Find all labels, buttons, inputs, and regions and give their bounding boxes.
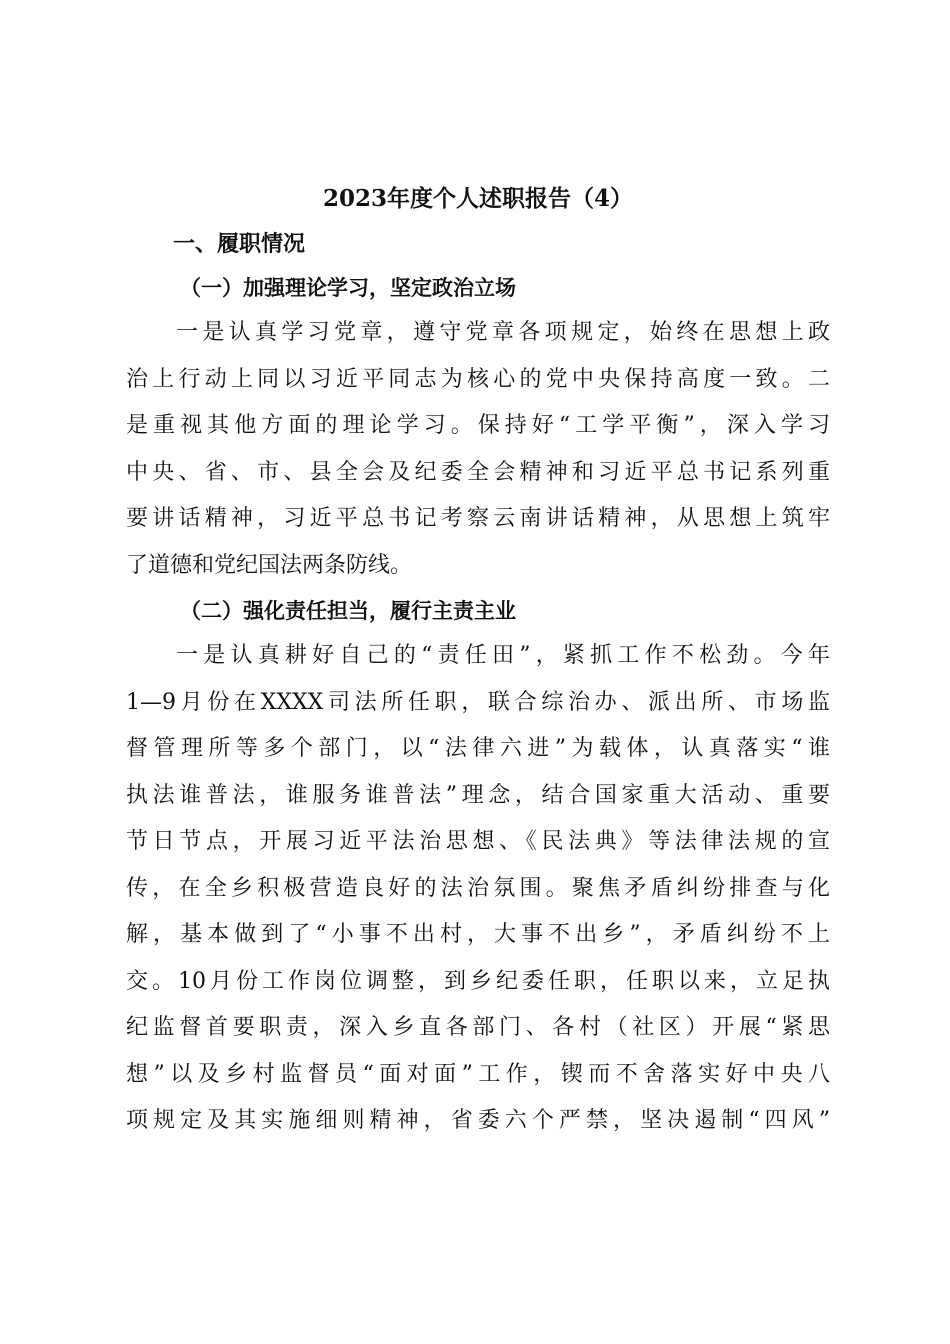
paragraph-line: 纪监督首要职责，深入乡直各部门、各村（社区）开展“紧思 [126, 1015, 830, 1040]
paragraph-line: 1—9月份在XXXX司法所任职，联合综治办、派出所、市场监 [126, 689, 830, 715]
document-title: 2023年度个人述职报告（4） [322, 185, 634, 212]
paragraph-line: 执法谁普法，谁服务谁普法”理念，结合国家重大活动、重要 [126, 782, 830, 808]
paragraph-responsibility [126, 633, 830, 1145]
subsection-heading-theory-study: （一）加强理论学习，坚定政治立场 [180, 275, 516, 300]
paragraph-line: 要讲话精神，习近平总书记考察云南讲话精神，从思想上筑牢 [126, 506, 830, 531]
paragraph-line: 一是认真耕好自己的“责任田”，紧抓工作不松劲。今年 [176, 643, 830, 668]
paragraph-line: 项规定及其实施细则精神，省委六个严禁，坚决遏制“四风” [126, 1108, 830, 1133]
section-heading-performance: 一、履职情况 [173, 231, 306, 257]
subsection-heading-responsibility: （二）强化责任担当，履行主责主业 [180, 598, 516, 623]
paragraph-line: 督管理所等多个部门，以“法律六进”为载体，认真落实“谁 [126, 736, 830, 761]
paragraph-line: 想”以及乡村监督员“面对面”工作，锲而不舍落实好中央八 [126, 1061, 830, 1087]
paragraph-line: 一是认真学习党章，遵守党章各项规定，始终在思想上政 [176, 320, 830, 345]
paragraph-line: 治上行动上同以习近平同志为核心的党中央保持高度一致。二 [126, 366, 830, 392]
paragraph-line: 传，在全乡积极营造良好的法治氛围。聚焦矛盾纠纷排查与化 [126, 875, 830, 901]
paragraph-line: 中央、省、市、县全会及纪委全会精神和习近平总书记系列重 [126, 459, 830, 485]
paragraph-line: 交。10月份工作岗位调整，到乡纪委任职，任职以来，立足执 [126, 968, 830, 994]
paragraph-line: 节日节点，开展习近平法治思想、《民法典》等法律法规的宣 [126, 829, 830, 854]
paragraph-theory-study [126, 310, 830, 589]
paragraph-line: 了道德和党纪国法两条防线。 [126, 552, 413, 578]
paragraph-line: 解，基本做到了“小事不出村，大事不出乡”，矛盾纠纷不上 [126, 922, 830, 947]
paragraph-line: 是重视其他方面的理论学习。保持好“工学平衡”，深入学习 [126, 413, 830, 438]
document-content [126, 176, 830, 1145]
